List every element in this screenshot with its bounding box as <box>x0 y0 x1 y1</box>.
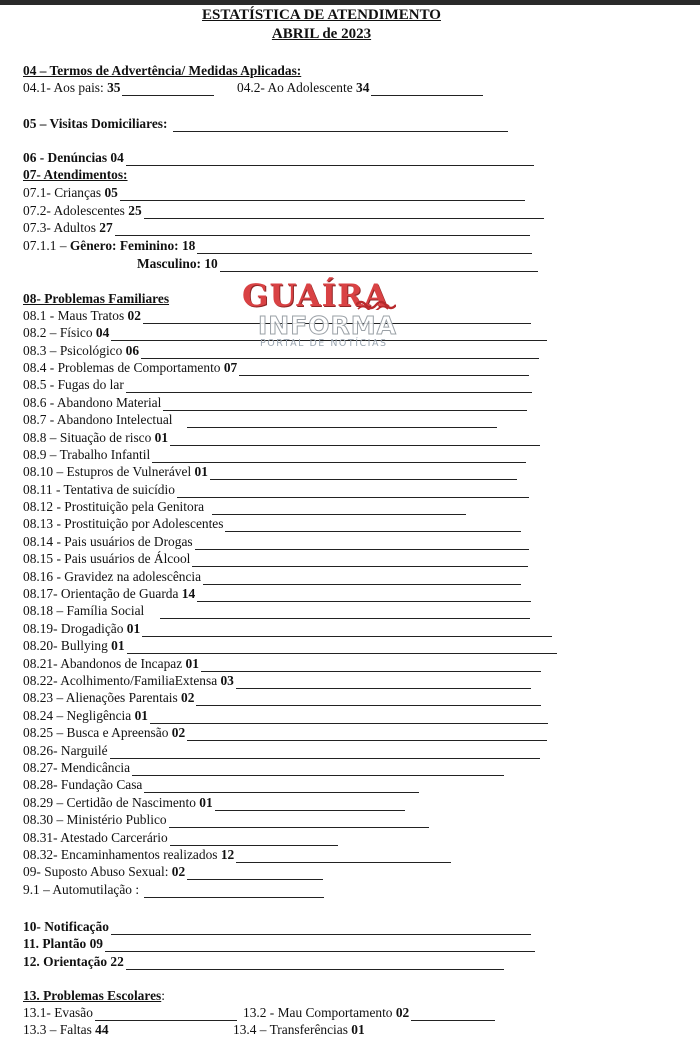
gender-prefix: 07.1.1 – <box>23 238 70 253</box>
row-value: 03 <box>220 673 234 688</box>
row-08-11 <box>23 482 529 498</box>
row-08-31 <box>23 830 338 846</box>
row-04-1-label: 04.1- Aos pais: <box>23 80 108 95</box>
row-08-23 <box>23 690 541 706</box>
row-line <box>160 606 530 619</box>
row-11-line <box>105 939 535 952</box>
row-10-label: 10- Notificação <box>23 919 109 934</box>
row-value: 01 <box>111 638 125 653</box>
row-line <box>170 433 540 446</box>
row-label: 08.6 - Abandono Material <box>23 395 162 410</box>
row-08-24 <box>23 708 548 724</box>
row-value: 07 <box>223 360 238 375</box>
row-06-value: 04 <box>110 150 124 165</box>
row-08-27 <box>23 760 504 776</box>
row-07-3-label: 07.3- Adultos <box>23 220 100 235</box>
gender-male-value: 10 <box>204 256 218 271</box>
row-label: 08.17- Orientação de Guarda <box>23 586 182 601</box>
row-08-16 <box>23 569 521 585</box>
row-12 <box>23 954 504 970</box>
row-13-2 <box>243 1005 495 1021</box>
row-08-14 <box>23 534 529 550</box>
row-09 <box>23 864 323 880</box>
section-07-heading <box>23 167 128 183</box>
row-line <box>163 398 527 411</box>
row-08-29 <box>23 795 405 811</box>
row-label: 08.15 - Pais usuários de Álcool <box>23 551 191 566</box>
row-08-7 <box>23 412 497 428</box>
row-07-2-label: 07.2- Adolescentes <box>23 203 129 218</box>
row-line <box>201 659 541 672</box>
row-value: 02 <box>181 690 195 705</box>
row-08-32 <box>23 847 451 863</box>
row-line <box>203 572 521 585</box>
row-line <box>236 850 451 863</box>
row-08-30 <box>23 812 429 828</box>
row-05-line <box>173 119 508 132</box>
section-13-colon: : <box>161 988 165 1003</box>
row-value: 01 <box>194 464 208 479</box>
row-07-1 <box>23 185 525 201</box>
section-13-heading-text: 13. Problemas Escolares <box>23 988 162 1003</box>
row-05-label: 05 – Visitas Domiciliares: <box>23 116 171 131</box>
row-12-value: 22 <box>110 954 124 969</box>
row-line <box>236 676 531 689</box>
row-09-1-label: 9.1 – Automutilação : <box>23 882 143 897</box>
row-07-2-value: 25 <box>128 203 142 218</box>
row-08-17 <box>23 586 531 602</box>
row-label: 08.23 – Alienações Parentais <box>23 690 182 705</box>
row-line <box>196 693 541 706</box>
section-08-heading-text: 08- Problemas Familiares <box>23 291 170 306</box>
row-08-18 <box>23 603 530 619</box>
row-line <box>142 624 552 637</box>
row-13-2-line <box>411 1008 495 1021</box>
row-04-2-value: 34 <box>356 80 370 95</box>
row-07-1-label: 07.1- Crianças <box>23 185 105 200</box>
row-08-10 <box>23 464 517 480</box>
row-13-2-label: 13.2 - Mau Comportamento <box>243 1005 396 1020</box>
row-label: 08.30 – Ministério Publico <box>23 812 167 827</box>
row-13-1 <box>23 1005 237 1021</box>
row-label: 08.11 - Tentativa de suicídio <box>23 482 175 497</box>
row-08-28 <box>23 777 419 793</box>
section-07-heading-text: 07- Atendimentos: <box>23 167 128 182</box>
row-line <box>144 780 419 793</box>
row-09-line <box>187 867 323 880</box>
section-13-heading <box>23 988 165 1004</box>
row-08-26 <box>23 743 540 759</box>
row-label: 08.28- Fundação Casa <box>23 777 143 792</box>
row-label: 08.4 - Problemas de Comportamento <box>23 360 224 375</box>
row-line <box>169 815 429 828</box>
row-06 <box>23 150 534 166</box>
row-11-label: 11. Plantão <box>23 936 90 951</box>
row-value: 01 <box>154 430 169 445</box>
row-label: 08.3 – Psicológico <box>23 343 126 358</box>
row-08-22 <box>23 673 531 689</box>
row-label: 08.14 - Pais usuários de Drogas <box>23 534 193 549</box>
row-label: 08.9 – Trabalho Infantil <box>23 447 151 462</box>
row-value: 01 <box>199 795 213 810</box>
row-07-1-line <box>120 188 525 201</box>
row-line <box>177 485 529 498</box>
row-value: 06 <box>125 343 140 358</box>
row-line <box>192 554 528 567</box>
row-label: 08.12 - Prostituição pela Genitora <box>23 499 205 514</box>
row-line <box>152 450 526 463</box>
row-line <box>127 641 557 654</box>
row-09-value: 02 <box>171 864 186 879</box>
document-subtitle: ABRIL de 2023 <box>271 26 372 42</box>
section-04-heading <box>23 63 301 79</box>
waves-icon <box>356 296 396 310</box>
row-10 <box>23 919 531 935</box>
row-line <box>187 728 547 741</box>
row-08-6 <box>23 395 527 411</box>
row-13-1-line <box>95 1008 237 1021</box>
row-line <box>195 537 529 550</box>
row-label: 08.8 – Situação de risco <box>23 430 155 445</box>
row-07-gender-male <box>137 256 538 272</box>
row-label: 08.24 – Negligência <box>23 708 135 723</box>
row-05 <box>23 116 508 132</box>
row-label: 08.1 - Maus Tratos <box>23 308 128 323</box>
row-04-1-line <box>122 83 214 96</box>
row-value: 12 <box>220 847 235 862</box>
guaira-informa-watermark <box>238 278 408 350</box>
row-08-15 <box>23 551 528 567</box>
row-label: 08.5 - Fugas do lar <box>23 377 124 392</box>
row-11-value: 09 <box>89 936 103 951</box>
row-label: 08.26- Narguilé <box>23 743 108 758</box>
row-09-1-line <box>144 885 324 898</box>
row-label: 08.31- Atestado Carcerário <box>23 830 168 845</box>
row-label: 08.18 – Família Social <box>23 603 145 618</box>
row-line <box>239 363 529 376</box>
row-label: 08.21- Abandonos de Incapaz <box>23 656 186 671</box>
section-08-heading <box>23 291 169 307</box>
row-07-3-line <box>115 223 530 236</box>
row-label: 08.19- Drogadição <box>23 621 127 636</box>
row-line <box>215 798 405 811</box>
row-09-label: 09- Suposto Abuso Sexual: <box>23 864 172 879</box>
watermark-tagline: PORTAL DE NOTÍCIAS <box>260 338 388 349</box>
row-line <box>187 415 497 428</box>
row-08-13 <box>23 516 521 532</box>
row-line <box>126 380 532 393</box>
row-13-3-label: 13.3 – Faltas <box>23 1022 96 1037</box>
watermark-brand-top: GUAÍRA <box>242 278 389 314</box>
row-label: 08.10 – Estupros de Vulnerável <box>23 464 195 479</box>
gender-male-line <box>220 259 538 272</box>
row-label: 08.2 – Físico <box>23 325 96 340</box>
row-label: 08.7 - Abandono Intelectual <box>23 412 173 427</box>
row-value: 01 <box>126 621 141 636</box>
row-08-8 <box>23 430 540 446</box>
row-value: 02 <box>127 308 141 323</box>
row-04-2 <box>237 80 483 96</box>
row-08-12 <box>23 499 466 515</box>
row-04-2-line <box>371 83 483 96</box>
gender-female-line <box>197 241 532 254</box>
row-06-label: 06 - Denúncias <box>23 150 111 165</box>
row-13-2-value: 02 <box>395 1005 410 1020</box>
row-label: 08.22- Acolhimento/FamiliaExtensa <box>23 673 221 688</box>
row-04-1-value: 35 <box>107 80 121 95</box>
row-label: 08.16 - Gravidez na adolescência <box>23 569 202 584</box>
row-08-4 <box>23 360 529 376</box>
row-08-21 <box>23 656 541 672</box>
row-line <box>197 589 531 602</box>
row-line <box>150 711 548 724</box>
row-07-2-line <box>144 206 544 219</box>
row-07-3-value: 27 <box>99 220 113 235</box>
row-value: 14 <box>181 586 196 601</box>
row-label: 08.29 – Certidão de Nascimento <box>23 795 200 810</box>
row-13-4-label: 13.4 – Transferências <box>233 1022 352 1037</box>
row-10-line <box>111 922 531 935</box>
gender-female-label: Gênero: Feminino: <box>69 238 182 253</box>
top-border <box>0 0 700 5</box>
row-06-line <box>126 153 534 166</box>
row-08-25 <box>23 725 547 741</box>
row-line <box>225 519 521 532</box>
row-label: 08.20- Bullying <box>23 638 112 653</box>
row-08-5 <box>23 377 532 393</box>
gender-male-label: Masculino: <box>137 256 205 271</box>
gender-female-value: 18 <box>181 238 196 253</box>
row-04-1 <box>23 80 214 96</box>
row-07-2 <box>23 203 544 219</box>
row-13-1-label: 13.1- Evasão <box>23 1005 93 1020</box>
row-line <box>210 467 517 480</box>
row-value: 01 <box>134 708 148 723</box>
row-label: 08.32- Encaminhamentos realizados <box>23 847 221 862</box>
row-line <box>110 746 540 759</box>
row-value: 01 <box>185 656 199 671</box>
row-value: 02 <box>171 725 186 740</box>
document-title: ESTATÍSTICA DE ATENDIMENTO <box>202 7 441 23</box>
row-label: 08.27- Mendicância <box>23 760 131 775</box>
watermark-brand-bottom: INFORMA <box>258 311 398 340</box>
row-04-2-label: 04.2- Ao Adolescente <box>237 80 357 95</box>
row-09-1 <box>23 882 324 898</box>
row-08-9 <box>23 447 526 463</box>
row-13-4-value: 01 <box>351 1022 365 1037</box>
section-04-heading-text: 04 – Termos de Advertência/ Medidas Aplicadas: <box>23 63 302 78</box>
row-12-line <box>126 957 504 970</box>
row-07-1-value: 05 <box>104 185 118 200</box>
row-13-3-value: 44 <box>95 1022 109 1037</box>
row-07-gender-female <box>23 238 532 254</box>
row-12-label: 12. Orientação <box>23 954 111 969</box>
row-label: 08.25 – Busca e Apreensão <box>23 725 172 740</box>
row-07-3 <box>23 220 530 236</box>
row-line <box>170 833 338 846</box>
row-label: 08.13 - Prostituição por Adolescentes <box>23 516 224 531</box>
row-line <box>132 763 504 776</box>
row-08-20 <box>23 638 557 654</box>
row-line <box>212 502 466 515</box>
row-11 <box>23 936 535 952</box>
row-value: 04 <box>95 325 110 340</box>
row-08-19 <box>23 621 552 637</box>
